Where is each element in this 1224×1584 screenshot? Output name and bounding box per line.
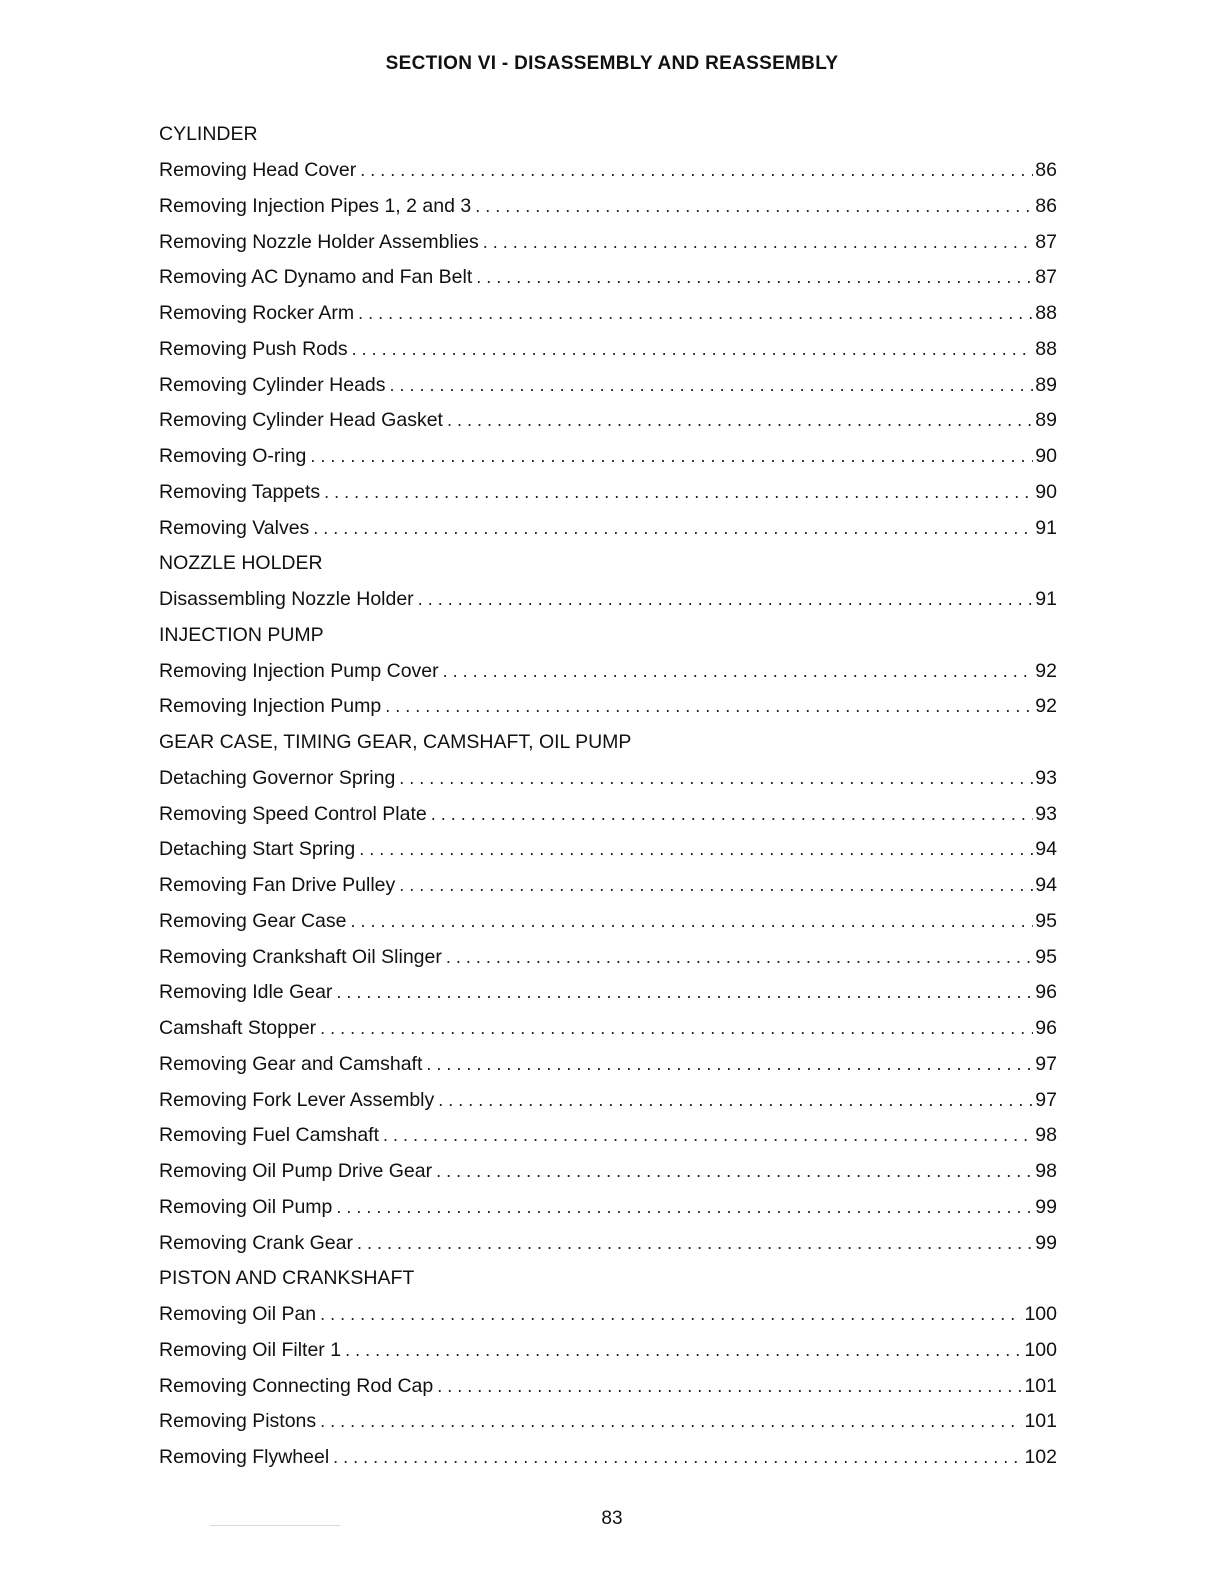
toc-entry-label: Removing Cylinder Heads <box>159 373 386 396</box>
toc-entry-page: 94 <box>1035 874 1057 897</box>
toc-entry <box>159 761 1057 797</box>
toc-entry <box>159 439 1057 475</box>
dot-leader <box>310 446 1033 467</box>
toc-entry <box>159 975 1057 1011</box>
toc-entry-page: 86 <box>1035 159 1057 182</box>
toc-entry <box>159 403 1057 439</box>
dot-leader <box>320 1018 1033 1039</box>
toc-entry-label: Removing Pistons <box>159 1410 317 1433</box>
page-title: SECTION VI - DISASSEMBLY AND REASSEMBLY <box>385 53 839 74</box>
toc-entry-page: 99 <box>1035 1195 1057 1218</box>
table-of-contents <box>159 117 1057 1476</box>
toc-entry-label: Removing Rocker Arm <box>159 302 355 325</box>
dot-leader <box>483 232 1034 253</box>
toc-entry <box>159 1190 1057 1226</box>
toc-entry <box>159 582 1057 618</box>
toc-entry-label: Removing Idle Gear <box>159 981 333 1004</box>
dot-leader <box>360 160 1033 181</box>
toc-entry-label: Removing Crankshaft Oil Slinger <box>159 945 442 968</box>
dot-leader <box>345 1340 1022 1361</box>
toc-entry <box>159 296 1057 332</box>
toc-entry <box>159 153 1057 189</box>
dot-leader <box>447 410 1033 431</box>
toc-section-heading: INJECTION PUMP <box>159 623 324 646</box>
toc-entry-page: 88 <box>1035 337 1057 360</box>
toc-entry-label: Camshaft Stopper <box>159 1017 317 1040</box>
toc-entry-label: Removing Fan Drive Pulley <box>159 874 396 897</box>
toc-entry-label: Removing Tappets <box>159 480 321 503</box>
toc-entry-label: Removing Oil Filter 1 <box>159 1338 342 1361</box>
toc-entry-page: 97 <box>1035 1088 1057 1111</box>
toc-entry <box>159 904 1057 940</box>
toc-entry-label: Removing Gear and Camshaft <box>159 1052 423 1075</box>
toc-entry <box>159 1118 1057 1154</box>
dot-leader <box>320 1411 1022 1432</box>
toc-entry-page: 99 <box>1035 1231 1057 1254</box>
toc-entry-page: 87 <box>1035 266 1057 289</box>
toc-entry-page: 93 <box>1035 802 1057 825</box>
toc-entry-page: 98 <box>1035 1160 1057 1183</box>
toc-entry-page: 100 <box>1024 1303 1057 1326</box>
dot-leader <box>475 196 1033 217</box>
dot-leader <box>443 661 1034 682</box>
dot-leader <box>399 875 1033 896</box>
toc-entry-label: Removing Flywheel <box>159 1446 330 1469</box>
toc-entry <box>159 1333 1057 1369</box>
dot-leader <box>446 947 1033 968</box>
toc-entry-page: 91 <box>1035 516 1057 539</box>
toc-entry-page: 93 <box>1035 766 1057 789</box>
toc-entry-page: 102 <box>1024 1446 1057 1469</box>
toc-entry-page: 101 <box>1024 1410 1057 1433</box>
toc-section-heading: GEAR CASE, TIMING GEAR, CAMSHAFT, OIL PUMP <box>159 731 632 754</box>
toc-entry-label: Removing AC Dynamo and Fan Belt <box>159 266 473 289</box>
toc-entry-page: 88 <box>1035 302 1057 325</box>
dot-leader <box>438 1090 1033 1111</box>
dot-leader <box>431 804 1034 825</box>
toc-entry-page: 87 <box>1035 230 1057 253</box>
toc-entry-page: 90 <box>1035 445 1057 468</box>
toc-entry <box>159 796 1057 832</box>
toc-entry-label: Removing Fuel Camshaft <box>159 1124 380 1147</box>
dot-leader <box>426 1054 1033 1075</box>
dot-leader <box>352 339 1034 360</box>
dot-leader <box>351 911 1034 932</box>
dot-leader <box>357 1233 1033 1254</box>
toc-entry-label: Removing Cylinder Head Gasket <box>159 409 443 432</box>
toc-entry-page: 89 <box>1035 373 1057 396</box>
toc-entry-label: Removing Push Rods <box>159 337 348 360</box>
toc-entry-label: Removing Crank Gear <box>159 1231 353 1254</box>
toc-entry-label: Removing O-ring <box>159 445 307 468</box>
toc-entry <box>159 332 1057 368</box>
toc-entry-label: Removing Oil Pan <box>159 1303 317 1326</box>
toc-entry-label: Detaching Governor Spring <box>159 766 396 789</box>
toc-entry <box>159 868 1057 904</box>
toc-entry-page: 96 <box>1035 981 1057 1004</box>
toc-entry-label: Removing Valves <box>159 516 310 539</box>
toc-entry-page: 98 <box>1035 1124 1057 1147</box>
toc-entry-page: 97 <box>1035 1052 1057 1075</box>
toc-entry-page: 92 <box>1035 659 1057 682</box>
dot-leader <box>313 518 1033 539</box>
toc-section-heading: NOZZLE HOLDER <box>159 552 323 575</box>
dot-leader <box>383 1125 1033 1146</box>
dot-leader <box>359 839 1033 860</box>
toc-entry <box>159 1404 1057 1440</box>
toc-section-heading: CYLINDER <box>159 123 258 146</box>
toc-entry-label: Removing Oil Pump Drive Gear <box>159 1160 433 1183</box>
toc-entry <box>159 939 1057 975</box>
toc-entry <box>159 832 1057 868</box>
toc-entry <box>159 1154 1057 1190</box>
dot-leader <box>437 1376 1022 1397</box>
toc-entry <box>159 1011 1057 1047</box>
dot-leader <box>476 267 1033 288</box>
toc-entry <box>159 653 1057 689</box>
toc-entry-label: Removing Connecting Rod Cap <box>159 1374 434 1397</box>
toc-entry-page: 100 <box>1024 1338 1057 1361</box>
toc-entry <box>159 189 1057 225</box>
toc-entry-page: 86 <box>1035 194 1057 217</box>
toc-entry <box>159 510 1057 546</box>
dot-leader <box>390 375 1034 396</box>
toc-section-heading: PISTON AND CRANKSHAFT <box>159 1267 415 1290</box>
toc-entry-label: Removing Injection Pump <box>159 695 382 718</box>
toc-entry <box>159 1368 1057 1404</box>
toc-entry-label: Disassembling Nozzle Holder <box>159 588 414 611</box>
dot-leader <box>336 1197 1033 1218</box>
toc-entry <box>159 224 1057 260</box>
dot-leader <box>385 696 1033 717</box>
toc-entry <box>159 475 1057 511</box>
toc-entry <box>159 1225 1057 1261</box>
toc-entry-label: Removing Oil Pump <box>159 1195 333 1218</box>
toc-entry-page: 94 <box>1035 838 1057 861</box>
page-number: 83 <box>601 1508 623 1529</box>
toc-entry-label: Removing Gear Case <box>159 909 347 932</box>
dot-leader <box>333 1447 1022 1468</box>
toc-entry-page: 91 <box>1035 588 1057 611</box>
toc-entry-label: Removing Nozzle Holder Assemblies <box>159 230 479 253</box>
toc-entry-label: Removing Fork Lever Assembly <box>159 1088 435 1111</box>
toc-entry <box>159 1440 1057 1476</box>
toc-entry <box>159 367 1057 403</box>
toc-entry <box>159 689 1057 725</box>
toc-entry-page: 96 <box>1035 1017 1057 1040</box>
dot-leader <box>399 768 1033 789</box>
dot-leader <box>324 482 1033 503</box>
toc-entry <box>159 1082 1057 1118</box>
dot-leader <box>320 1304 1022 1325</box>
toc-entry <box>159 1297 1057 1333</box>
dot-leader <box>436 1161 1033 1182</box>
dot-leader <box>358 303 1033 324</box>
toc-entry-page: 101 <box>1024 1374 1057 1397</box>
toc-entry-page: 89 <box>1035 409 1057 432</box>
toc-entry-label: Removing Speed Control Plate <box>159 802 427 825</box>
toc-entry-label: Detaching Start Spring <box>159 838 356 861</box>
toc-entry-label: Removing Injection Pump Cover <box>159 659 439 682</box>
toc-entry <box>159 1047 1057 1083</box>
toc-entry-page: 92 <box>1035 695 1057 718</box>
toc-entry <box>159 260 1057 296</box>
dot-leader <box>336 982 1033 1003</box>
toc-entry-page: 90 <box>1035 480 1057 503</box>
toc-entry-label: Removing Head Cover <box>159 159 357 182</box>
toc-entry-page: 95 <box>1035 945 1057 968</box>
dot-leader <box>418 589 1034 610</box>
toc-entry-page: 95 <box>1035 909 1057 932</box>
toc-entry-label: Removing Injection Pipes 1, 2 and 3 <box>159 194 472 217</box>
